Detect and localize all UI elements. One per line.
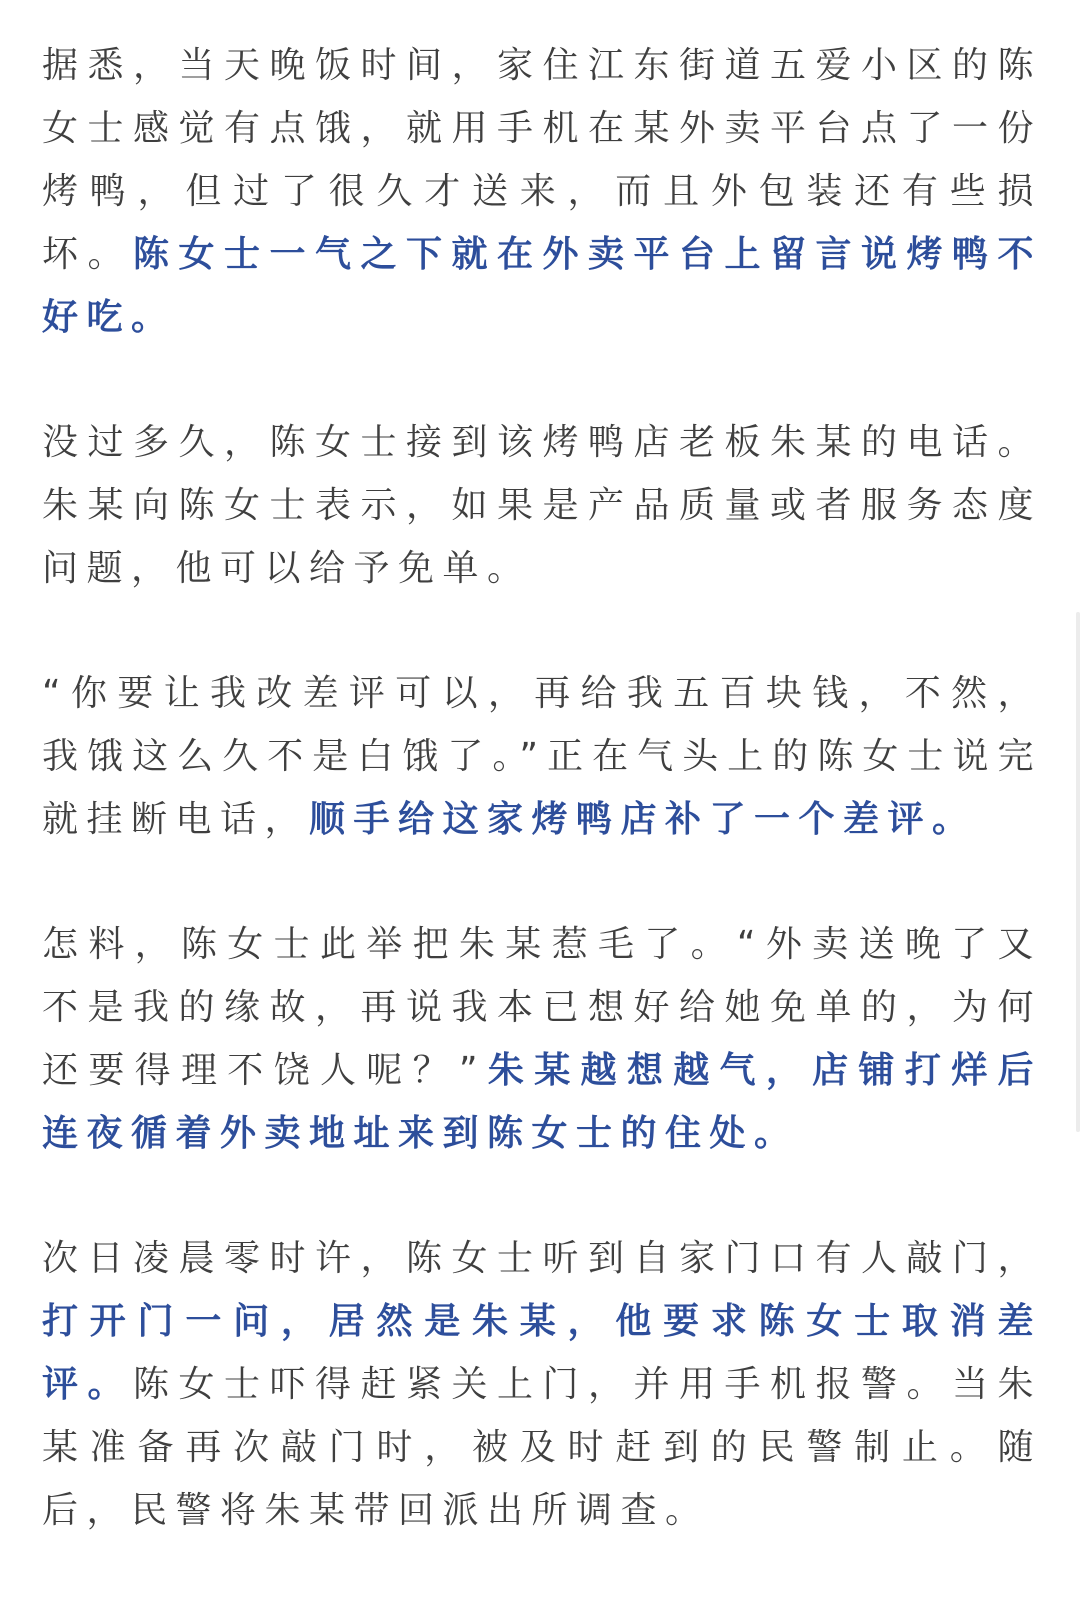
- paragraph-5-text-start: 次日凌晨零时许，陈女士听到自家门口有人敲门，: [42, 1238, 1042, 1279]
- paragraph-1-highlight: 陈女士一气之下就在外卖平台上留言说烤鸭不好吃。: [42, 234, 1042, 338]
- article-body: [42, 34, 1042, 1542]
- paragraph-2: [42, 411, 1042, 600]
- paragraph-5: [42, 1227, 1042, 1542]
- paragraph-1-text: 据悉，当天晚饭时间，家住江东街道五爱小区的陈女士感觉有点饿，就用手机在某外卖平台点了一份烤鸭，但过了很久才送来，而且外包装还有些损坏。: [42, 45, 1042, 275]
- paragraph-2-text: 没过多久，陈女士接到该烤鸭店老板朱某的电话。朱某向陈女士表示，如果是产品质量或者服务态度问题，他可以给予免单。: [42, 422, 1042, 589]
- paragraph-3-highlight: 顺手给这家烤鸭店补了一个差评。: [309, 799, 977, 840]
- paragraph-4-highlight: 朱某越想越气，店铺打烊后连夜循着外卖地址来到陈女士的住处。: [42, 1050, 1042, 1154]
- paragraph-5-text-end: 陈女士吓得赶紧关上门，并用手机报警。当朱某准备再次敲门时，被及时赶到的民警制止。随后，民警将朱某带回派出所调查。: [42, 1364, 1042, 1531]
- scrollbar[interactable]: [1076, 612, 1080, 1132]
- paragraph-4: [42, 913, 1042, 1165]
- paragraph-3: [42, 662, 1042, 851]
- paragraph-5-highlight: 打开门一问，居然是朱某，他要求陈女士取消差评。: [42, 1301, 1042, 1405]
- paragraph-4-text: 怎料，陈女士此举把朱某惹毛了。“外卖送晚了又不是我的缘故，再说我本已想好给她免单的，为何还要得理不饶人呢？”: [42, 924, 1042, 1091]
- paragraph-3-text: “你要让我改差评可以，再给我五百块钱，不然，我饿这么久不是白饿了。”正在气头上的陈女士说完就挂断电话，: [42, 673, 1042, 840]
- paragraph-1: [42, 34, 1042, 349]
